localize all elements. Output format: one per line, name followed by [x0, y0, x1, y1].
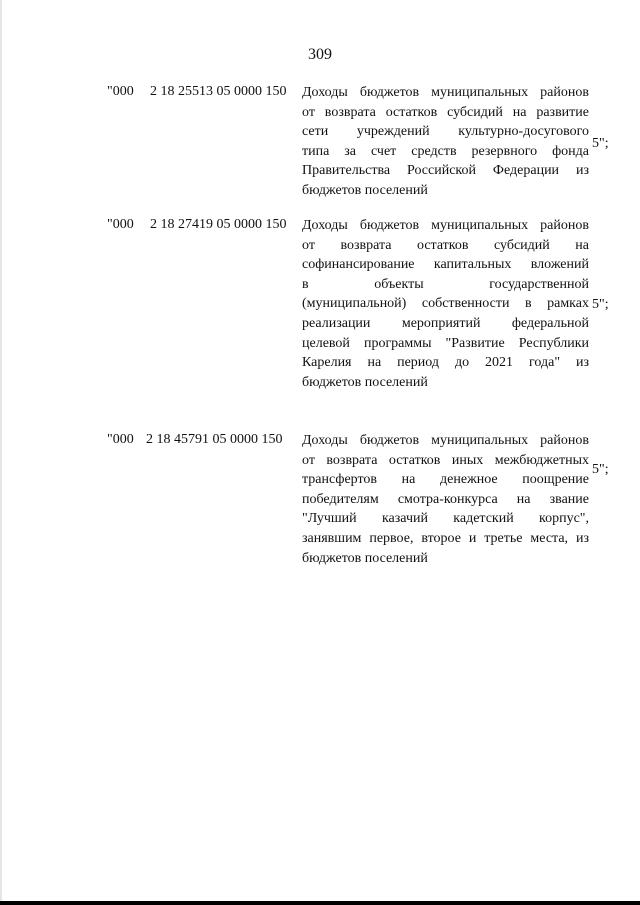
admin-code: "000: [107, 217, 134, 232]
description-line: "Лучший казачий кадетский корпус",: [302, 511, 589, 527]
description-line: целевой программы "Развитие Республики: [302, 335, 589, 351]
description-line: реализации мероприятий федеральной: [302, 315, 589, 331]
description-line: Доходы бюджетов муниципальных районов: [302, 85, 589, 100]
description-line: от возврата остатков субсидий на: [302, 237, 589, 253]
row-terminator: 5";: [592, 136, 609, 151]
scan-bottom-edge: [0, 901, 640, 905]
revenue-description: [302, 83, 589, 201]
description-line: Правительства Российской Федерации из: [302, 163, 589, 179]
description-line: Доходы бюджетов муниципальных районов: [302, 218, 589, 233]
description-line: типа за счет средств резервного фонда: [302, 143, 589, 159]
description-line: Доходы бюджетов муниципальных районов: [302, 433, 589, 448]
description-line: трансфертов на денежное поощрение: [302, 472, 589, 488]
description-line: бюджетов поселений: [302, 182, 428, 198]
revenue-description: [302, 216, 589, 392]
description-line: от возврата остатков иных межбюджетных: [302, 452, 589, 468]
budget-classification-code: 2 18 45791 05 0000 150: [146, 432, 283, 447]
description-line: победителям смотра-конкурса на звание: [302, 491, 589, 507]
description-line: сети учреждений культурно-досугового: [302, 124, 589, 140]
revenue-description: [302, 431, 589, 568]
description-line: от возврата остатков субсидий на развитие: [302, 104, 589, 120]
row-terminator: 5";: [592, 297, 609, 312]
description-line: в объекты государственной: [302, 276, 589, 292]
admin-code: "000: [107, 432, 134, 447]
description-line: занявшим первое, второе и третье места, из: [302, 530, 589, 546]
budget-classification-code: 2 18 27419 05 0000 150: [150, 217, 287, 232]
description-line: бюджетов поселений: [302, 550, 428, 566]
budget-classification-code: 2 18 25513 05 0000 150: [150, 84, 287, 99]
scan-left-edge: [0, 0, 2, 905]
row-terminator: 5";: [592, 462, 609, 477]
description-line: бюджетов поселений: [302, 374, 428, 390]
admin-code: "000: [107, 84, 134, 99]
page-number: 309: [308, 46, 332, 63]
description-line: софинансирование капитальных вложений: [302, 257, 589, 273]
description-line: (муниципальной) собственности в рамках: [302, 296, 589, 312]
description-line: Карелия на период до 2021 года" из: [302, 355, 589, 371]
